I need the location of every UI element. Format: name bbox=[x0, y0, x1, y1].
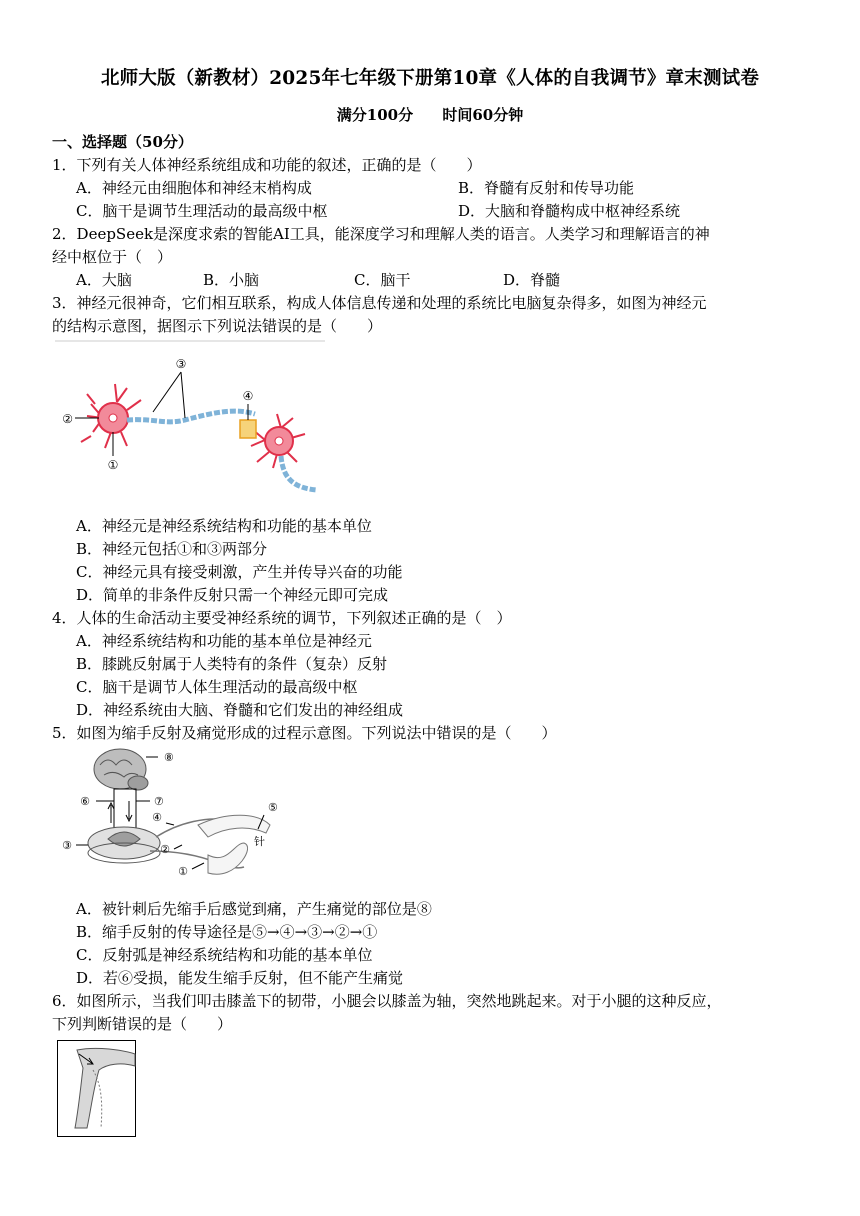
q2-option-c: C．脑干 bbox=[354, 271, 411, 289]
q5-option-d: D．若⑥受损，能发生缩手反射，但不能产生痛觉 bbox=[76, 969, 404, 987]
knee-jerk-diagram bbox=[57, 1040, 137, 1138]
label-5: ⑤ bbox=[268, 801, 278, 814]
q5-stem: 5．如图为缩手反射及痛觉形成的过程示意图。下列说法中错误的是（ ） bbox=[52, 724, 557, 742]
q4-stem: 4．人体的生命活动主要受神经系统的调节，下列叙述正确的是（ ） bbox=[52, 609, 512, 627]
label-1: ① bbox=[107, 458, 119, 472]
neuron-diagram bbox=[55, 340, 335, 500]
q1-option-b: B．脊髓有反射和传导功能 bbox=[458, 179, 635, 197]
q3-option-a: A．神经元是神经系统结构和功能的基本单位 bbox=[76, 517, 372, 535]
q3-stem-line2: 的结构示意图，据图示下列说法错误的是（ ） bbox=[52, 317, 383, 335]
q6-stem-line1: 6．如图所示，当我们叩击膝盖下的韧带，小腿会以膝盖为轴，突然地跳起来。对于小腿的这种反应， bbox=[52, 992, 722, 1010]
brain-illustration bbox=[94, 749, 148, 790]
q2-option-d: D．脊髓 bbox=[503, 271, 561, 289]
q1-option-d: D．大脑和脊髓构成中枢神经系统 bbox=[458, 202, 681, 220]
label-7: ⑦ bbox=[154, 795, 164, 808]
q4-option-a: A．神经系统结构和功能的基本单位是神经元 bbox=[76, 632, 372, 650]
label-4: ④ bbox=[242, 389, 254, 403]
time-limit: 时间60分钟 bbox=[442, 106, 524, 124]
q5-option-c: C．反射弧是神经系统结构和功能的基本单位 bbox=[76, 946, 373, 964]
q1-option-c: C．脑干是调节生理活动的最高级中枢 bbox=[76, 202, 328, 220]
q3-option-b: B．神经元包括①和③两部分 bbox=[76, 540, 268, 558]
q2-stem-line1: 2．DeepSeek是深度求索的智能AI工具，能深度学习和理解人类的语言。人类学习和理解语言的神 bbox=[52, 225, 710, 243]
section-heading: 一、选择题（50分） bbox=[52, 133, 193, 151]
q2-option-b: B．小脑 bbox=[203, 271, 260, 289]
q1-option-a: A．神经元由细胞体和神经末梢构成 bbox=[76, 179, 312, 197]
q6-stem-line2: 下列判断错误的是（ ） bbox=[52, 1015, 233, 1033]
page-subtitle bbox=[0, 104, 860, 125]
q4-option-d: D．神经系统由大脑、脊髓和它们发出的神经组成 bbox=[76, 701, 404, 719]
q5-option-a: A．被针刺后先缩手后感觉到痛，产生痛觉的部位是⑧ bbox=[76, 900, 432, 918]
q3-stem-line1: 3．神经元很神奇，它们相互联系，构成人体信息传递和处理的系统比电脑复杂得多，如图为神经元 bbox=[52, 294, 707, 312]
q3-option-d: D．简单的非条件反射只需一个神经元即可完成 bbox=[76, 586, 389, 604]
reflex-arc-diagram bbox=[58, 745, 288, 885]
label-4: ④ bbox=[152, 811, 162, 824]
q4-option-b: B．膝跳反射属于人类特有的条件（复杂）反射 bbox=[76, 655, 388, 673]
q2-option-a: A．大脑 bbox=[76, 271, 132, 289]
label-2: ② bbox=[62, 412, 73, 426]
label-1: ① bbox=[178, 865, 188, 878]
page-title: 北师大版（新教材）2025年七年级下册第10章《人体的自我调节》章末测试卷 bbox=[100, 68, 760, 89]
label-2: ② bbox=[160, 843, 170, 856]
full-score: 满分100分 bbox=[336, 106, 414, 124]
q5-option-b: B．缩手反射的传导途径是⑤→④→③→②→① bbox=[76, 923, 378, 941]
spinal-cord-section bbox=[88, 827, 160, 863]
label-8: ⑧ bbox=[164, 751, 174, 764]
q2-stem-line2: 经中枢位于（ ） bbox=[52, 248, 173, 266]
label-3: ③ bbox=[62, 839, 72, 852]
needle-label: 针 bbox=[254, 835, 265, 848]
label-3: ③ bbox=[175, 357, 187, 371]
q1-stem: 1．下列有关人体神经系统组成和功能的叙述，正确的是（ ） bbox=[52, 156, 482, 174]
q4-option-c: C．脑干是调节人体生理活动的最高级中枢 bbox=[76, 678, 358, 696]
label-6: ⑥ bbox=[80, 795, 90, 808]
q3-option-c: C．神经元具有接受刺激，产生并传导兴奋的功能 bbox=[76, 563, 403, 581]
